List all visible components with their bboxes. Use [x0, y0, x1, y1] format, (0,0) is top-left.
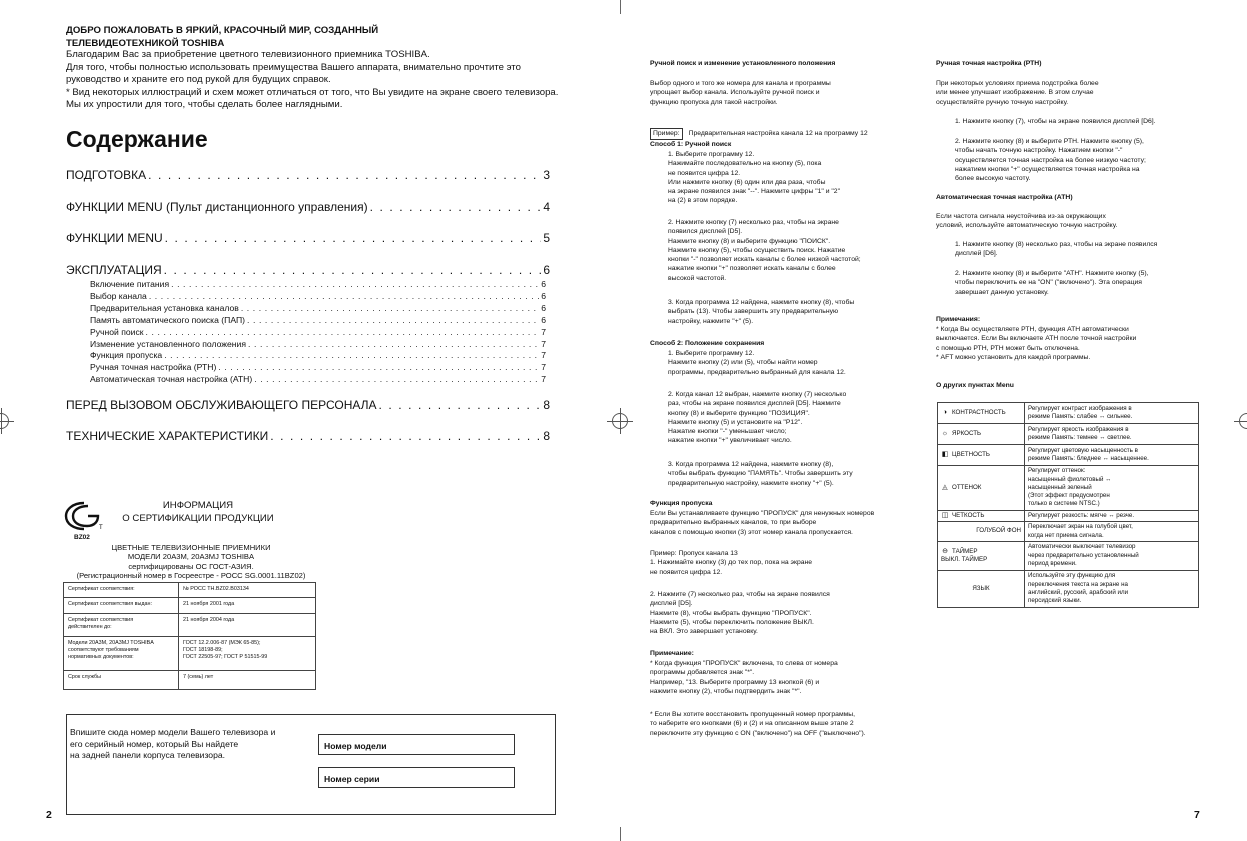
skip-step-2: 2. Нажмите (7) несколько раз, чтобы на экране появился дисплей [D5]. Нажмите (8), чтобы выбрать функцию "ПРОПУСК". Нажмите (5), чтобы переключить положение ВЫКЛ. на ВКЛ. Это завершает установку.: [650, 591, 830, 636]
atn-step-2: 2. Нажмите кнопку (8) и выберите "АТН". Нажмите кнопку (5), чтобы переключить ее на "ON" ("включено"). Эта операция завершает данную установку.: [955, 270, 1149, 296]
table-row: Сертификат соответствия выдан: 21 ноября 2001 года: [64, 598, 316, 614]
toc-entry-specs: ТЕХНИЧЕСКИЕ ХАРАКТЕРИСТИКИ . . . 8: [66, 429, 550, 443]
svg-text:T: T: [99, 525, 103, 531]
note-2: * Если Вы хотите восстановить пропущенный номер программы, то наберите его кнопками (6) и (2) и на описанном выше этапе 2 переключите эту функцию с ON ("включено") на OFF ("выключено").: [650, 711, 866, 737]
table-row: ◑ КОНТРАСТНОСТЬ Регулирует контраст изображения в режиме Память: слабее ↔ сильнее.: [938, 403, 1199, 424]
toc-entry-operation: ЭКСПЛУАТАЦИЯ . . . 6: [66, 263, 550, 277]
example-text: Предварительная настройка канала 12 на программу 12: [688, 130, 868, 138]
method-1-heading: Способ 1: Ручной поиск: [650, 141, 732, 148]
sharpness-icon: ◫: [941, 512, 949, 519]
toc-entry-preparation: ПОДГОТОВКА . . . 3: [66, 168, 550, 182]
toc-sub-entry: Предварительная установка каналов . . . 6: [90, 303, 546, 315]
skip-example: Пример: Пропуск канала 13 1. Нажимайте кнопку (3) до тех пор, пока на экране не появится цифра 12.: [650, 550, 813, 576]
toc-sub-entry: Изменение установленного положения . . . 7: [90, 339, 546, 351]
crop-mark-bottom: [620, 827, 621, 841]
toc-sub-entry: Включение питания . . . 6: [90, 279, 546, 291]
table-row: ЯЗЫК Используйте эту функцию для переключения текста на экране на английский, русский, арабский или персидский языки.: [938, 570, 1199, 607]
registration-mark-center: [612, 413, 628, 429]
model-number-field: Номер модели: [318, 734, 515, 755]
welcome-body: Благодарим Вас за приобретение цветного телевизионного приемника TOSHIBA. Для того, чтобы полностью использовать преимущества Вашего аппарата, внимательно прочтите это руководство и храните его под рукой для будущих справок. * Вид некоторых иллюстраций и схем может отличаться от того, что Вы увидите на экране своего телевизора. Мы их упростили для того, чтобы сделать более наглядными.: [66, 49, 559, 111]
toc-sub-list: [90, 279, 546, 386]
method-2-heading: Способ 2: Положение сохранения: [650, 340, 765, 347]
menu-items-heading: О других пунктах Menu: [936, 382, 1014, 389]
toc-entry-service: ПЕРЕД ВЫЗОВОМ ОБСЛУЖИВАЮЩЕГО ПЕРСОНАЛА . . . 8: [66, 398, 550, 412]
rtn-step-2: 2. Нажмите кнопку (8) и выберите РТН. Нажмите кнопку (5), чтобы начать точную настройку. Нажатием кнопки "-" осуществляется точная настройка на более низкую частоту; нажатием кнопки "+" осуществляется точная настройка на более высокую частоту.: [955, 138, 1146, 183]
brightness-icon: ☼: [941, 429, 949, 437]
note-heading: Примечание:: [650, 650, 694, 657]
example-label: Пример:: [650, 128, 683, 139]
cert-code: BZ02: [74, 534, 90, 541]
table-row: ⊖ ТАЙМЕР ВЫКЛ. ТАЙМЕР Автоматически выключает телевизор через предварительно установленный период времени.: [938, 541, 1199, 570]
contrast-icon: ◑: [942, 408, 948, 416]
cert-table: [63, 582, 316, 690]
table-row: ◫ ЧЕТКОСТЬ Регулирует резкость: мягче ↔ резче.: [938, 511, 1199, 522]
method-2-step-1: 1. Выберите программу 12. Нажмите кнопку (2) или (5), чтобы найти номер программы, предварительно выбранный для канала 12.: [668, 350, 846, 376]
menu-items-table: [937, 402, 1199, 608]
table-row: ГОЛУБОЙ ФОН Переключает экран на голубой цвет, когда нет приема сигнала.: [938, 522, 1199, 542]
certification-logo-icon: [64, 500, 108, 532]
serial-number-field: Номер серии: [318, 767, 515, 788]
cert-heading: ИНФОРМАЦИЯ О СЕРТИФИКАЦИИ ПРОДУКЦИИ: [122, 500, 274, 524]
notes-heading: Примечания:: [936, 316, 981, 323]
skip-function-intro: Если Вы устанавливаете функцию "ПРОПУСК" для ненужных номеров предварительно выбранных каналов, то при выборе каналов с помощью кнопки (3) этот номер канала пропускается.: [650, 510, 875, 536]
serial-instructions: Впишите сюда номер модели Вашего телевизора и его серийный номер, который Вы найдете на задней панели корпуса телевизора.: [70, 727, 276, 760]
table-row: ◬ ОТТЕНОК Регулирует оттенок: насыщенный фиолетовый ↔ насыщенный зеленый (Этот эффект предусмотрен только в системе NTSC.): [938, 466, 1199, 511]
method-1-step-2: 2. Нажмите кнопку (7) несколько раз, чтобы на экране появился дисплей [D5]. Нажмите кнопку (8) и выберите функцию "ПОИСК". Нажмите кнопку (5), чтобы осуществить поиск. Нажатие кнопки "-" позволяет искать каналы с более низкой частотой; нажатие кнопки "+" позволяет искать каналы с более высокой частотой.: [668, 219, 861, 282]
table-row: Срок службы 7 (семь) лет: [64, 671, 316, 690]
method-2-step-2: 2. Когда канал 12 выбран, нажмите кнопку (7) несколько раз, чтобы на экране появился дисплей [D5]. Нажмите кнопку (8) и выберите функцию "ПОЗИЦИЯ". Нажмите кнопку (5) и установите на "P12". Нажатие кнопки "-" уменьшает число; нажатие кнопки "+" увеличивает число.: [668, 391, 847, 445]
welcome-title: ДОБРО ПОЖАЛОВАТЬ В ЯРКИЙ, КРАСОЧНЫЙ МИР, СОЗДАННЫЙ ТЕЛЕВИДЕОТЕХНИКОЙ TOSHIBA: [66, 25, 379, 49]
rtn-intro: При некоторых условиях приема подстройка более или менее улучшает изображение. В этом случае осуществляйте ручную точную настройку.: [936, 80, 1099, 106]
manual-search-intro: Выбор одного и того же номера для канала и программы упрощает выбор канала. Используйте ручной поиск и функцию пропуска для такой настройки.: [650, 80, 831, 106]
table-row: ☼ ЯРКОСТЬ Регулирует яркость изображения в режиме Память: темнее ↔ светлее.: [938, 424, 1199, 445]
rtn-heading: Ручная точная настройка (РТН): [936, 60, 1042, 67]
color-icon: ◧: [941, 450, 949, 458]
toc-sub-entry: Ручная точная настройка (РТН) . . . 7: [90, 362, 546, 374]
page-number-left: 2: [46, 809, 52, 821]
table-row: ◧ ЦВЕТНОСТЬ Регулирует цветовую насыщенность в режиме Память: бледнее ↔ насыщеннее.: [938, 445, 1199, 466]
tint-icon: ◬: [942, 483, 948, 491]
atn-step-1: 1. Нажмите кнопку (8) несколько раз, чтобы на экране появился дисплей [D6].: [955, 241, 1158, 258]
skip-function-heading: Функция пропуска: [650, 500, 713, 507]
page-number-right: 7: [1194, 809, 1200, 821]
table-row: Модели 20A3M, 20A3MJ TOSHIBA соответствуют требованиям нормативных документов: ГОСТ 12.2.006-87 (МЭК 65-85); ГОСТ 18198-89; ГОСТ 22505-97; ГОСТ Р 51515-99: [64, 637, 316, 671]
registration-mark-right: [1239, 413, 1247, 429]
method-1-step-3: 3. Когда программа 12 найдена, нажмите кнопку (8), чтобы выбрать (13). Чтобы завершить эту предварительную настройку, нажмите "+" (5).: [668, 299, 855, 325]
toc-sub-entry: Выбор канала . . . 6: [90, 291, 546, 303]
registration-mark-left: [0, 413, 9, 429]
toc-entry-menu-remote: ФУНКЦИИ MENU (Пульт дистанционного управления) . . . 4: [66, 200, 550, 214]
crop-mark-top: [620, 0, 621, 14]
note-1: * Когда функция "ПРОПУСК" включена, то слева от номера программы добавляется знак "*". Например, "13. Выберите программу 13 кнопкой (6) и нажмите кнопку (2), чтобы подтвердить знак "*".: [650, 660, 838, 695]
toc-title: Содержание: [66, 126, 208, 152]
table-row: Сертификат соответствия: № РОСС TH.BZ02.B03134: [64, 583, 316, 598]
cert-models: ЦВЕТНЫЕ ТЕЛЕВИЗИОННЫЕ ПРИЕМНИКИ МОДЕЛИ 20A3M, 20A3MJ TOSHIBA сертифицированы ОС ГОСТ-АЗИЯ. (Регистрационный номер в Госреестре - РОСС SG.0001.11BZ02): [76, 543, 306, 581]
method-1-step-1: 1. Выберите программу 12. Нажимайте последовательно на кнопку (5), пока не появится цифра 12. Или нажмите кнопку (6) один или два раза, чтобы на экране появился знак "--". Нажмите цифры "1" и "2" на (2) в этом порядке.: [668, 151, 840, 205]
rtn-step-1: 1. Нажмите кнопку (7), чтобы на экране появился дисплей [D6].: [955, 118, 1156, 125]
example-line: [650, 119, 930, 140]
atn-heading: Автоматическая точная настройка (АТН): [936, 194, 1073, 201]
toc-sub-entry: Функция пропуска . . . 7: [90, 350, 546, 362]
timer-icon: ⊖: [942, 547, 948, 555]
toc-sub-entry: Ручной поиск . . . 7: [90, 327, 546, 339]
toc-entry-menu: ФУНКЦИИ MENU . . . 5: [66, 231, 550, 245]
table-row: Сертификат соответствия действителен до: 21 ноября 2004 года: [64, 614, 316, 637]
toc-sub-entry: Память автоматического поиска (ПАП) . . . 6: [90, 315, 546, 327]
toc-sub-entry: Автоматическая точная настройка (АТН) . . . 7: [90, 374, 546, 386]
method-2-step-3: 3. Когда программа 12 найдена, нажмите кнопку (8), чтобы выбрать функцию "ПАМЯТЬ". Чтобы завершить эту предварительную настройку, нажмите кнопку "+" (5).: [668, 461, 853, 487]
section-title-manual-search: Ручной поиск и изменение установленного положения: [650, 60, 836, 67]
atn-intro: Если частота сигнала неустойчива из-за окружающих условий, используйте автоматическую точную настройку.: [936, 213, 1118, 230]
notes-text: * Когда Вы осуществляете РТН, функция АТН автоматически выключается. Если Вы включаете АТН после точной настройки с помощью РТН, РТН может быть отключена. * AFT можно установить для каждой программы.: [936, 326, 1137, 361]
